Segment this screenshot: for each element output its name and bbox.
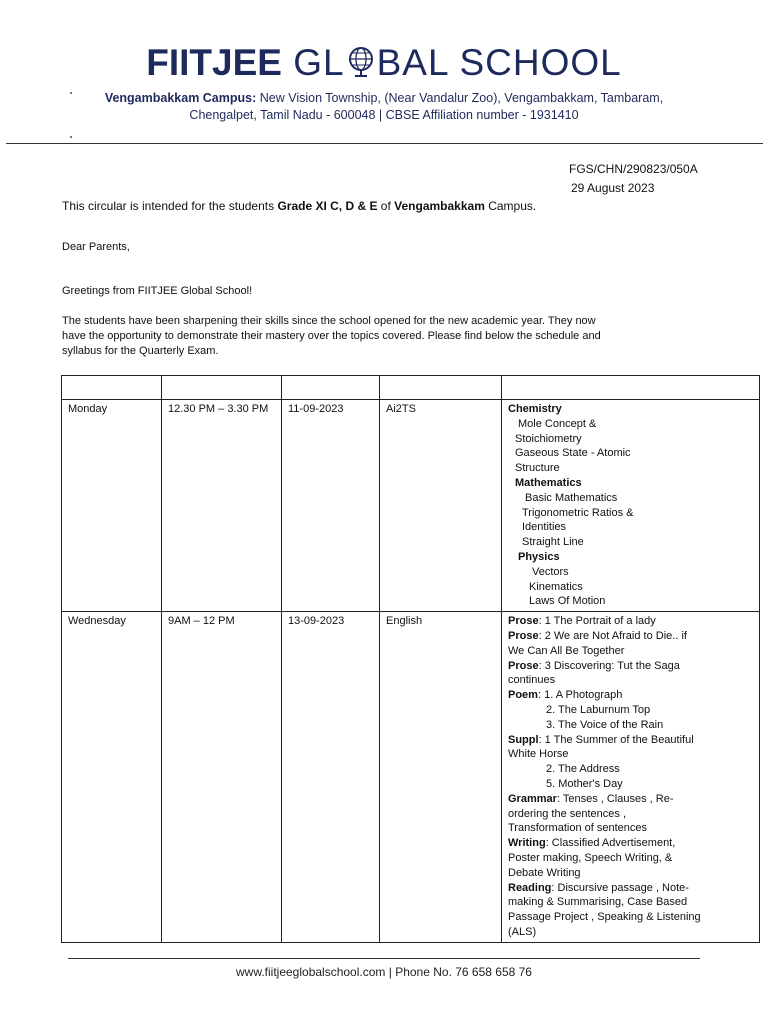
syllabus-heading: Grammar xyxy=(508,792,557,805)
day-cell: Monday xyxy=(62,400,162,612)
globe-icon xyxy=(346,45,376,79)
syllabus-text: Transformation of sentences xyxy=(508,822,647,835)
syllabus-line xyxy=(508,733,753,748)
body-line-3: syllabus for the Quarterly Exam. xyxy=(62,345,219,357)
syllabus-line xyxy=(508,821,753,836)
header-divider xyxy=(6,143,763,144)
syllabus-text: 2. The Address xyxy=(546,763,620,776)
table-row xyxy=(62,612,760,943)
syllabus-heading: Prose xyxy=(508,659,539,672)
syllabus-text: continues xyxy=(508,674,556,687)
syllabus-text: Structure xyxy=(515,462,560,475)
address-line-1 xyxy=(0,90,768,107)
syllabus-line xyxy=(508,807,753,822)
syllabus-text: Gaseous State - Atomic xyxy=(515,447,631,460)
syllabus-text: ordering the sentences , xyxy=(508,807,627,820)
syllabus-text: Mole Concept & xyxy=(518,417,597,430)
syllabus-text: : 3 Discovering: Tut the Saga xyxy=(538,659,680,672)
syllabus-text: Poster making, Speech Writing, & xyxy=(508,851,673,864)
school-address xyxy=(0,90,768,124)
syllabus-line xyxy=(508,446,753,461)
subject-cell: English xyxy=(380,612,502,943)
syllabus-line xyxy=(508,673,753,688)
syllabus-line xyxy=(508,594,753,609)
syllabus-text: Kinematics xyxy=(529,580,583,593)
syllabus-heading: Mathematics xyxy=(515,476,582,489)
syllabus-line xyxy=(508,688,753,703)
syllabus-line xyxy=(508,747,753,762)
footer-separator: | xyxy=(385,965,396,979)
subject-cell: Ai2TS xyxy=(380,400,502,612)
header-cell xyxy=(162,376,282,400)
intro-grades: Grade XI C, D & E xyxy=(277,199,378,213)
date-cell: 13-09-2023 xyxy=(282,612,380,943)
syllabus-line xyxy=(508,614,753,629)
syllabus-text: : Tenses , Clauses , Re- xyxy=(556,792,674,805)
body-paragraph xyxy=(62,314,601,359)
syllabus-heading: Physics xyxy=(518,550,560,563)
syllabus-text: (ALS) xyxy=(508,925,537,938)
syllabus-line xyxy=(508,432,753,447)
header-cell xyxy=(380,376,502,400)
syllabus-line xyxy=(508,580,753,595)
syllabus-text: White Horse xyxy=(508,748,569,761)
syllabus-text: Trigonometric Ratios & xyxy=(522,506,634,519)
syllabus-line xyxy=(508,417,753,432)
syllabus-line xyxy=(508,565,753,580)
syllabus-line xyxy=(508,881,753,896)
salutation: Dear Parents, xyxy=(62,241,130,253)
syllabus-line xyxy=(508,703,753,718)
reference-number: FGS/CHN/290823/050A xyxy=(569,162,698,176)
syllabus-text: 2. The Laburnum Top xyxy=(546,703,651,716)
table-row xyxy=(62,400,760,612)
logo-brand: FIITJEE xyxy=(146,42,282,83)
syllabus-line xyxy=(508,777,753,792)
time-cell: 9AM – 12 PM xyxy=(162,612,282,943)
body-line-2: have the opportunity to demonstrate their mastery over the topics covered. Please find below the schedule and xyxy=(62,330,601,342)
syllabus-line xyxy=(508,644,753,659)
syllabus-text: : 1 The Portrait of a lady xyxy=(538,615,656,628)
syllabus-line xyxy=(508,792,753,807)
address-line-2: Chengalpet, Tamil Nadu - 600048 | CBSE Affiliation number - 1931410 xyxy=(189,108,579,122)
syllabus-heading: Chemistry xyxy=(508,403,562,415)
syllabus-line xyxy=(508,520,753,535)
syllabus-line xyxy=(508,851,753,866)
syllabus-text: Vectors xyxy=(532,565,569,578)
syllabus-line xyxy=(508,836,753,851)
syllabus-line xyxy=(508,866,753,881)
syllabus-cell xyxy=(502,400,760,612)
exam-schedule-table xyxy=(61,375,760,943)
syllabus-line xyxy=(508,491,753,506)
syllabus-line xyxy=(508,461,753,476)
syllabus-line xyxy=(508,910,753,925)
footer-divider xyxy=(68,958,700,959)
date-cell: 11-09-2023 xyxy=(282,400,380,612)
syllabus-line xyxy=(508,659,753,674)
syllabus-text: making & Summarising, Case Based xyxy=(508,896,688,909)
intro-campus: Vengambakkam xyxy=(394,199,485,213)
syllabus-text: : Discursive passage , Note- xyxy=(551,881,689,894)
header-cell xyxy=(502,376,760,400)
intro-prefix: This circular is intended for the students xyxy=(62,199,278,213)
syllabus-heading: Poem xyxy=(508,689,538,702)
school-logo xyxy=(0,40,768,86)
syllabus-line xyxy=(508,535,753,550)
syllabus-text: Straight Line xyxy=(522,536,584,549)
syllabus-heading: Suppl xyxy=(508,733,539,746)
syllabus-heading: Prose xyxy=(508,615,539,628)
greeting: Greetings from FIITJEE Global School! xyxy=(62,285,253,297)
campus-label: Vengambakkam Campus: xyxy=(104,91,257,105)
syllabus-text: Passage Project , Speaking & Listening xyxy=(508,911,701,924)
syllabus-cell xyxy=(502,612,760,943)
syllabus-text: 3. The Voice of the Rain xyxy=(546,718,664,731)
header-cell xyxy=(282,376,380,400)
syllabus-line xyxy=(508,718,753,733)
syllabus-line xyxy=(508,402,753,417)
intro-middle: of xyxy=(377,199,395,213)
syllabus-text: Identities xyxy=(522,521,567,534)
syllabus-text: : Classified Advertisement, xyxy=(545,837,676,850)
syllabus-line xyxy=(508,550,753,565)
syllabus-text: Debate Writing xyxy=(508,866,581,879)
syllabus-line xyxy=(508,925,753,940)
address-text-1: New Vision Township, (Near Vandalur Zoo), Vengambakkam, Tambaram, xyxy=(259,91,664,105)
syllabus-text: : 1. A Photograph xyxy=(537,689,623,702)
syllabus-line xyxy=(508,476,753,491)
syllabus-text: We Can All Be Together xyxy=(508,644,625,657)
syllabus-line xyxy=(508,895,753,910)
body-line-1: The students have been sharpening their skills since the school opened for the new academic year. They now xyxy=(62,315,596,327)
syllabus-heading: Reading xyxy=(508,881,552,894)
syllabus-heading: Writing xyxy=(508,837,546,850)
footer-phone: Phone No. 76 658 658 76 xyxy=(395,965,532,979)
logo-text-part2: BAL SCHOOL xyxy=(376,42,622,83)
circular-date: 29 August 2023 xyxy=(571,181,655,195)
day-cell: Wednesday xyxy=(62,612,162,943)
syllabus-text: : 1 The Summer of the Beautiful xyxy=(538,733,694,746)
syllabus-line xyxy=(508,629,753,644)
table-header-row xyxy=(62,376,760,400)
header-cell xyxy=(62,376,162,400)
circular-intro xyxy=(62,199,536,213)
footer-website: www.fiitjeeglobalschool.com xyxy=(236,965,386,979)
time-cell: 12.30 PM – 3.30 PM xyxy=(162,400,282,612)
intro-suffix: Campus. xyxy=(484,199,537,213)
logo-text-part1: GL xyxy=(293,42,345,83)
syllabus-text: : 2 We are Not Afraid to Die.. if xyxy=(538,629,687,642)
footer xyxy=(0,965,768,979)
syllabus-text: 5. Mother's Day xyxy=(546,777,623,790)
syllabus-heading: Prose xyxy=(508,629,539,642)
syllabus-text: Basic Mathematics xyxy=(525,491,618,504)
stray-mark xyxy=(70,136,72,138)
syllabus-line xyxy=(508,762,753,777)
syllabus-line xyxy=(508,506,753,521)
syllabus-text: Laws Of Motion xyxy=(529,595,606,608)
syllabus-text: Stoichiometry xyxy=(515,432,582,445)
